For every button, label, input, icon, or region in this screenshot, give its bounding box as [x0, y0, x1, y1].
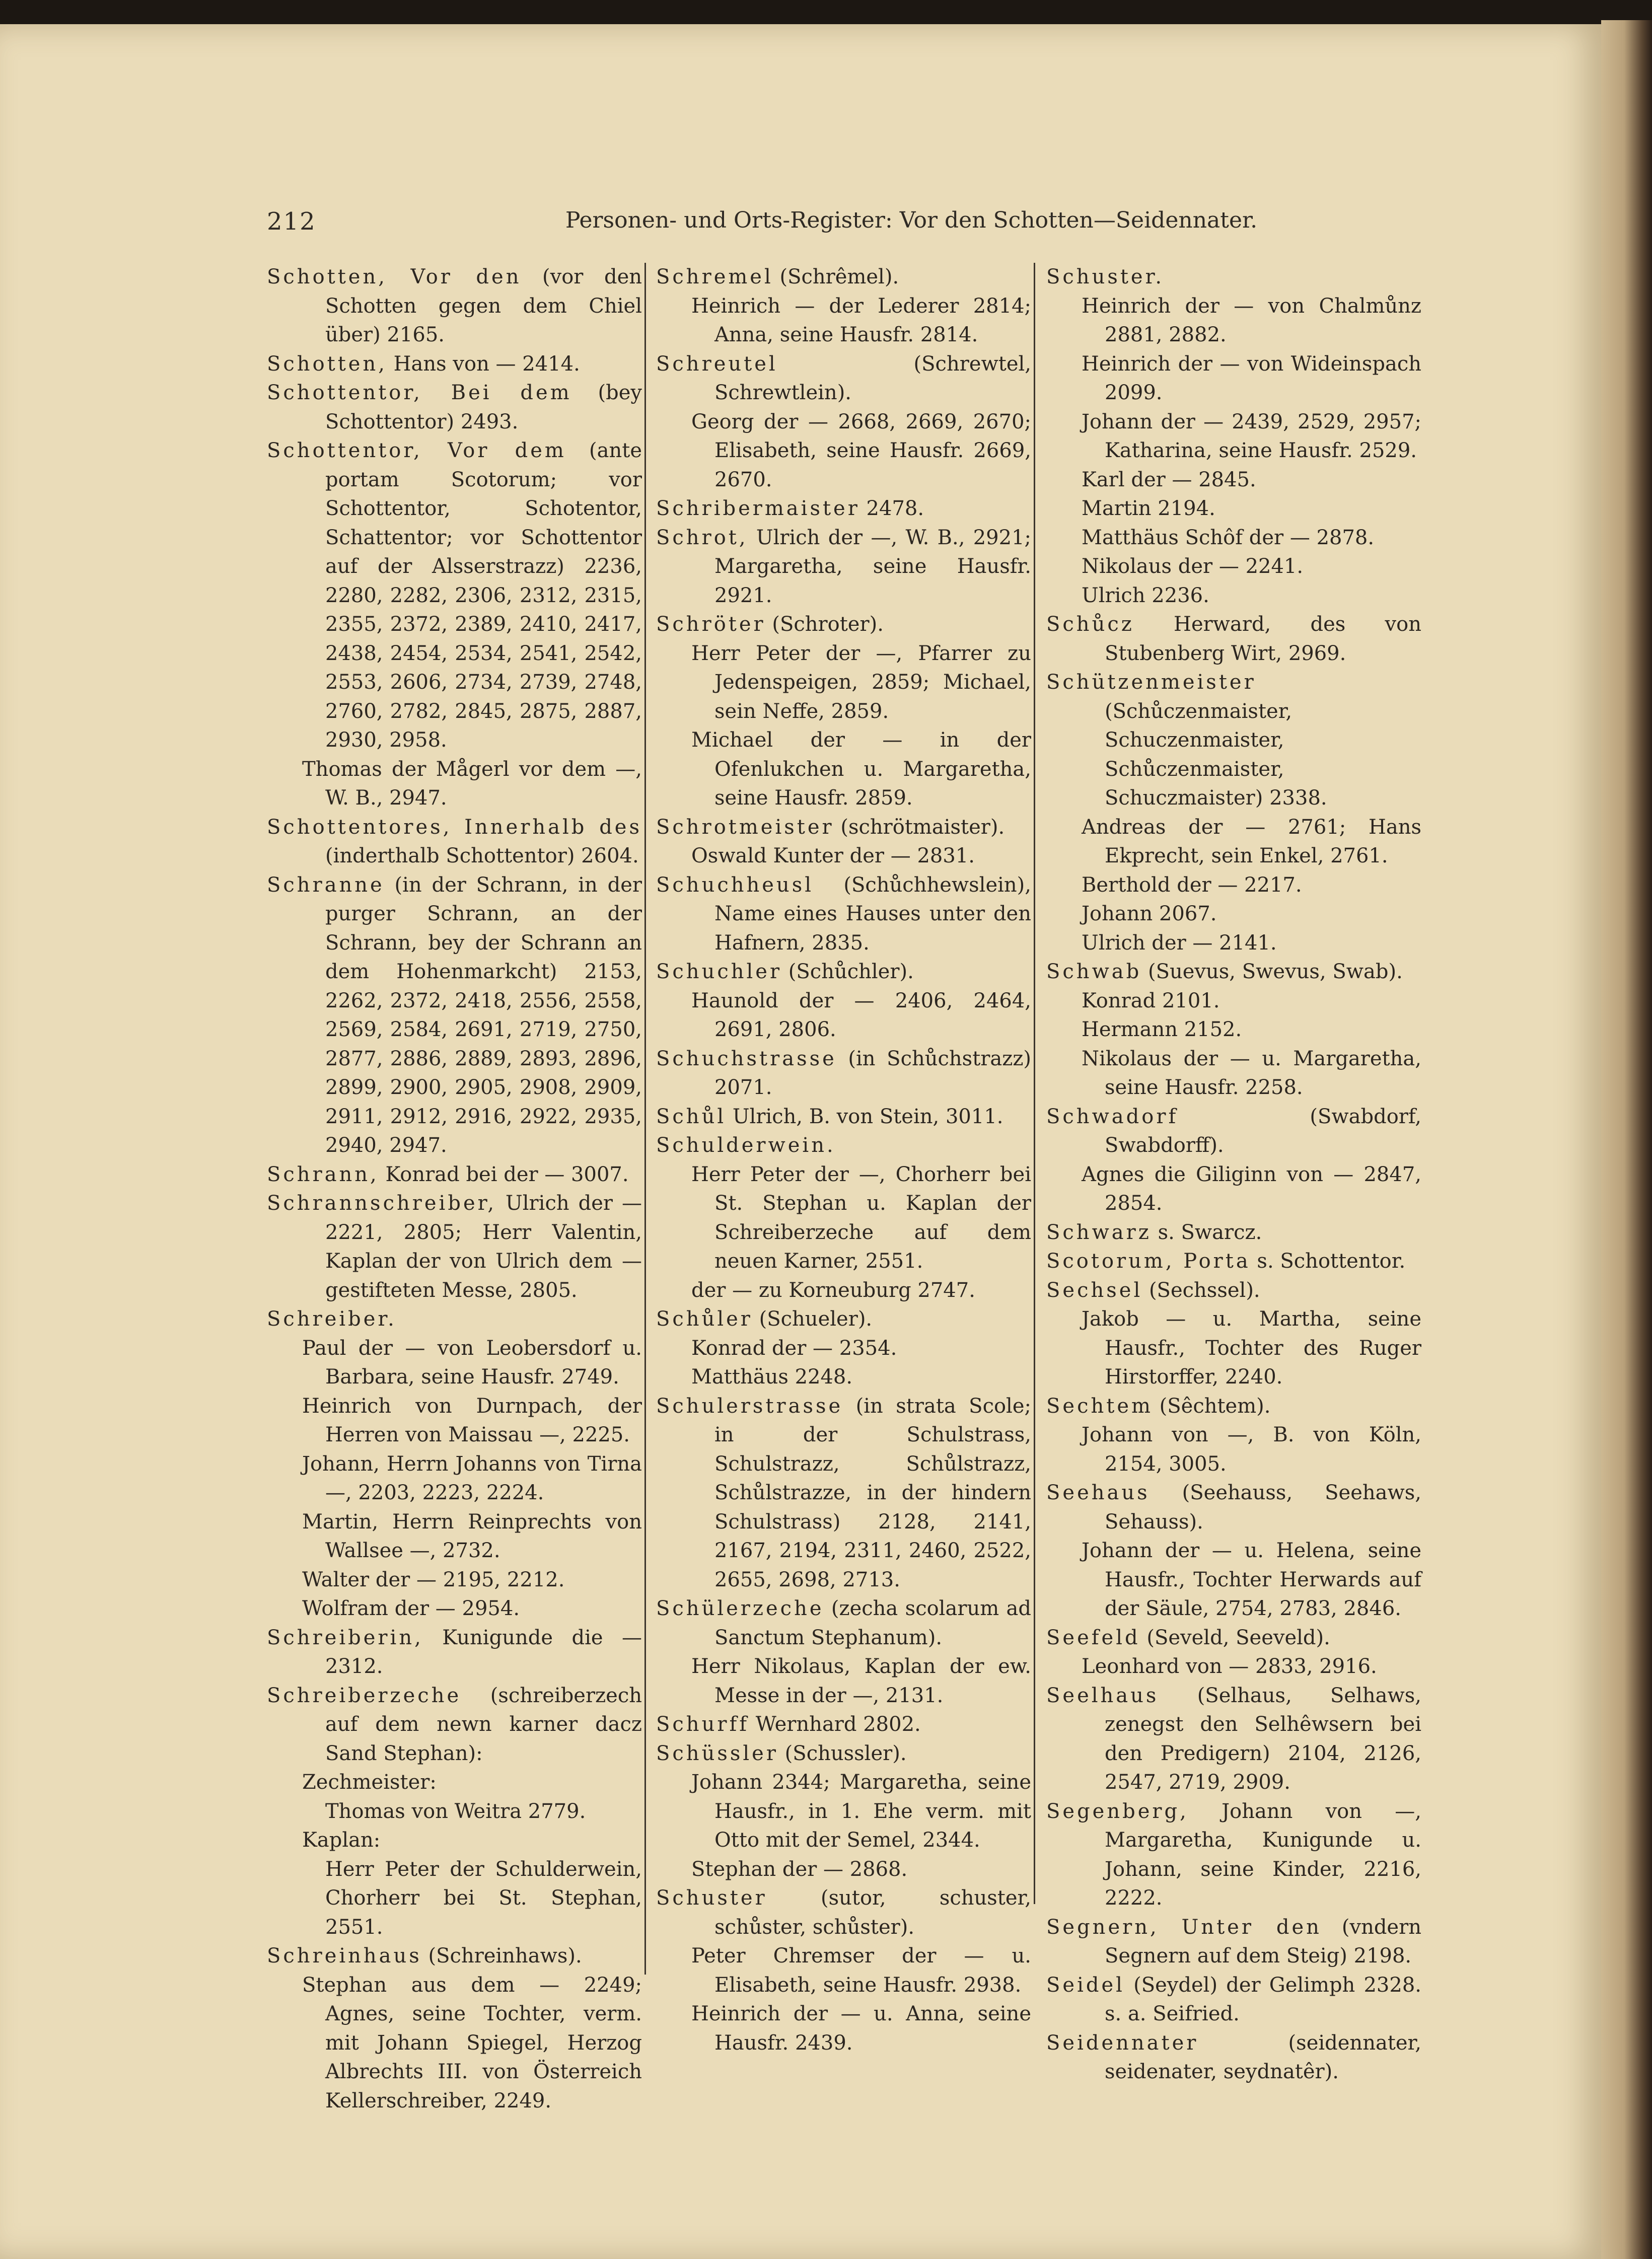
index-entry [1046, 668, 1421, 813]
index-subentry: Agnes die Giliginn von — 2847, 2854. [1082, 1162, 1421, 1215]
index-entry [1046, 1247, 1421, 1276]
index-entry [1046, 1682, 1421, 1797]
index-subentry: Herr Peter der —, Chorherr bei St. Stephan u. Kaplan der Schreiberzeche auf dem neuen Karner, 2551. [691, 1162, 1031, 1273]
entry-text: (Sêchtem). [1153, 1394, 1271, 1418]
entry-text: (Schussler). [778, 1741, 907, 1765]
entry-heading: Seefeld [1046, 1626, 1140, 1649]
index-entry [656, 1710, 1031, 1739]
index-subentry: Nikolaus der — u. Margaretha, seine Hausfr. 2258. [1082, 1047, 1421, 1099]
index-subentry: Oswald Kunter der — 2831. [691, 844, 975, 867]
entry-heading: Schwadorf [1046, 1105, 1179, 1128]
entry-heading: Schrannschreiber, [267, 1192, 497, 1215]
index-entry [656, 1392, 1031, 1595]
entry-heading: Scotorum, Porta [1046, 1250, 1251, 1273]
index-subentry: Ulrich der — 2141. [1082, 931, 1277, 955]
index-subentry: Matthäus 2248. [691, 1365, 853, 1389]
index-subentry: Konrad der — 2354. [691, 1336, 897, 1360]
index-entry [656, 1739, 1031, 1769]
index-entry [267, 1305, 642, 1334]
index-subentry: Stephan aus dem — 2249; Agnes, seine Tochter, verm. mit Johann Spiegel, Herzog Albrechts III. von Österreich Kellerschreiber, 2249. [302, 1973, 642, 2112]
index-entry [656, 1045, 1031, 1103]
index-subentry: Thomas der Mågerl vor dem —, W. B., 2947. [302, 757, 642, 810]
index-column-2 [656, 263, 1031, 2058]
index-subentry: Johann 2067. [1082, 902, 1217, 925]
index-entry [267, 436, 642, 755]
index-subentry: Zechmeister: [302, 1771, 437, 1794]
entry-text: s. Swarcz. [1151, 1220, 1262, 1244]
entry-text: (schrötmaister). [834, 815, 1005, 839]
page-edge [1601, 20, 1652, 2259]
index-entry [656, 1884, 1031, 1942]
entry-heading: Schremel [656, 265, 773, 288]
entry-heading: Schůcz [1046, 613, 1134, 636]
index-entry [267, 1160, 642, 1190]
index-subentry: Heinrich der — von Wideinspach 2099. [1082, 352, 1421, 404]
index-entry [267, 1942, 642, 1971]
entry-heading: Schröter [656, 613, 766, 636]
entry-heading: Schuster [656, 1886, 767, 1910]
entry-heading: Schottentor, Vor dem [267, 439, 566, 462]
entry-text: (Schůchhewslein), Name eines Hauses unter den Hafnern, 2835. [714, 873, 1031, 955]
index-entry [267, 379, 642, 436]
index-subentry: Thomas von Weitra 2779. [325, 1799, 586, 1823]
index-subentry: Walter der — 2195, 2212. [302, 1568, 565, 1591]
index-entry [1046, 958, 1421, 987]
index-subentry: Martin, Herrn Reinprechts von Wallsee —, 2732. [302, 1510, 642, 1562]
entry-heading: Schrot, [656, 526, 748, 549]
entry-text: Kunigunde die — 2312. [325, 1626, 642, 1678]
index-entry [267, 813, 642, 871]
entry-heading: Segenberg, [1046, 1799, 1189, 1823]
index-subentry: Georg der — 2668, 2669, 2670; Elisabeth, seine Hausfr. 2669, 2670. [691, 410, 1031, 491]
entry-text: Ulrich der —, W. B., 2921; Margaretha, seine Hausfr. 2921. [714, 526, 1031, 607]
entry-heading: Sechsel [1046, 1278, 1143, 1302]
entry-heading: Schreutel [656, 352, 778, 376]
entry-text: Konrad bei der — 3007. [379, 1162, 629, 1186]
entry-heading: Segnern, Unter den [1046, 1915, 1322, 1939]
index-subentry: Johann der — u. Helena, seine Hausfr., Tochter Herwards auf der Säule, 2754, 2783, 2846. [1082, 1539, 1421, 1620]
index-subentry: Haunold der — 2406, 2464, 2691, 2806. [691, 989, 1031, 1041]
entry-text: (Schrêmel). [773, 265, 899, 288]
index-subentry: Wolfram der — 2954. [302, 1597, 520, 1620]
index-entry [656, 524, 1031, 611]
index-entry [1046, 263, 1421, 292]
entry-text: (ante portam Scotorum; vor Schottentor, Schotentor, Schattentor; vor Schottentor auf der Alsserstrazz) 2236, 2280, 2282, 2306, 2312, 2315, 2355, 2372, 2389, 2410, 2417, 2438, 2454, 2534, 2541, 2542, 2553, 2606, 2734, 2739, 2748, 2760, 2782, 2845, 2875, 2887, 2930, 2958. [325, 439, 642, 752]
index-entry [1046, 1479, 1421, 1537]
entry-heading: Seidennater [1046, 2031, 1199, 2055]
entry-heading: Schreiberzeche [267, 1684, 462, 1707]
index-subentry: Paul der — von Leobersdorf u. Barbara, seine Hausfr. 2749. [302, 1336, 642, 1389]
index-subentry: Johann, Herrn Johanns von Tirna —, 2203, 2223, 2224. [302, 1452, 642, 1504]
entry-heading: Schwarz [1046, 1220, 1152, 1244]
entry-text: (inderthalb Schottentor) 2604. [325, 844, 639, 867]
entry-text: (sutor, schuster, schůster, schůster). [714, 1886, 1031, 1939]
index-entry [656, 1305, 1031, 1334]
entry-text: (Seveld, Seeveld). [1140, 1626, 1330, 1649]
entry-heading: Schüssler [656, 1741, 778, 1765]
entry-text: Johann von —, Margaretha, Kunigunde u. Johann, seine Kinder, 2216, 2222. [1105, 1799, 1421, 1910]
entry-heading: Schůl [656, 1105, 727, 1128]
index-subentry: Johann der — 2439, 2529, 2957; Katharina, seine Hausfr. 2529. [1082, 410, 1421, 462]
entry-heading: Schůler [656, 1307, 753, 1331]
index-subentry: Andreas der — 2761; Hans Ekprecht, sein Enkel, 2761. [1082, 815, 1421, 867]
running-head: Personen- und Orts-Register: Vor den Schotten—Seidennater. [565, 207, 1258, 233]
index-entry [267, 871, 642, 1160]
index-subentry: Leonhard von — 2833, 2916. [1082, 1655, 1377, 1678]
index-subentry: Heinrich von Durnpach, der Herren von Maissau —, 2225. [302, 1394, 642, 1446]
entry-text: 2478. [859, 497, 924, 520]
entry-text: (vndern Segnern auf dem Steig) 2198. [1105, 1915, 1421, 1967]
entry-text: (Sechssel). [1142, 1278, 1260, 1302]
entry-text: (in der Schrann, in der purger Schrann, an der Schrann, bey der Schrann an dem Hohenmarkcht) 2153, 2262, 2372, 2418, 2556, 2558, 2569, 2584, 2691, 2719, 2750, 2877, 2886, 2889, 2893, 2896, 2899, 2900, 2905, 2908, 2909, 2911, 2912, 2916, 2922, 2935, 2940, 2947. [325, 873, 642, 1157]
index-subentry: Heinrich der — von Chalmůnz 2881, 2882. [1082, 294, 1421, 346]
page-header [267, 207, 1556, 243]
index-entry [656, 494, 1031, 524]
entry-text: (schreiberzech auf dem newn karner dacz Sand Stephan): [325, 1684, 642, 1765]
index-entry [267, 350, 642, 379]
entry-text: Wernhard 2802. [749, 1713, 921, 1736]
entry-heading: Seidel [1046, 1973, 1125, 1997]
index-subentry: Jakob — u. Martha, seine Hausfr., Tochter des Ruger Hirstorffer, 2240. [1082, 1307, 1421, 1389]
entry-heading: Seehaus [1046, 1481, 1150, 1504]
index-subentry: Nikolaus der — 2241. [1082, 555, 1304, 578]
entry-text: (Selhaus, Selhaws, zenegst den Selhêwsern bei den Predigern) 2104, 2126, 2547, 2719, 2909. [1105, 1684, 1421, 1794]
index-entry [267, 263, 642, 350]
entry-heading: Schreinhaus [267, 1944, 422, 1967]
column-rule [1034, 263, 1035, 1904]
index-entry [267, 1682, 642, 1769]
entry-heading: Sechtem [1046, 1394, 1153, 1418]
index-subentry: Johann 2344; Margaretha, seine Hausfr., in 1. Ehe verm. mit Otto mit der Semel, 2344. [691, 1771, 1031, 1852]
entry-text: Ulrich der — 2221, 2805; Herr Valentin, Kaplan der von Ulrich dem — gestifteten Messe, 2805. [325, 1192, 642, 1302]
index-subentry: Martin 2194. [1082, 497, 1215, 520]
index-subentry: Herr Nikolaus, Kaplan der ew. Messe in der —, 2131. [691, 1655, 1031, 1707]
entry-text: (in Schůchstrazz) 2071. [714, 1047, 1031, 1099]
entry-text: (Suevus, Swevus, Swab). [1141, 960, 1403, 983]
index-subentry: Berthold der — 2217. [1082, 873, 1302, 897]
entry-heading: Schreiber. [267, 1307, 397, 1331]
index-entry [267, 1624, 642, 1682]
entry-text: s. Schottentor. [1250, 1250, 1406, 1273]
entry-text: (seidennater, seidenater, seydnatêr). [1105, 2031, 1421, 2083]
index-entry [656, 813, 1031, 842]
index-entry [1046, 1392, 1421, 1421]
entry-heading: Schranne [267, 873, 385, 897]
index-entry [656, 350, 1031, 408]
index-subentry: Karl der — 2845. [1082, 468, 1256, 491]
entry-text: (Schůczenmaister, Schuczenmaister, Schůczenmaister, Schuczmaister) 2338. [1105, 699, 1327, 810]
index-subentry: Stephan der — 2868. [691, 1857, 908, 1881]
index-entry [1046, 1971, 1421, 2029]
index-column-3 [1046, 263, 1421, 2087]
index-column-1 [267, 263, 642, 2116]
entry-text: (in strata Scole; in der Schulstrass, Schulstrazz, Schůlstrazz, Schůlstrazze, in der hindern Schulstrass) 2128, 2141, 2167, 2194, 2311, 2460, 2522, 2655, 2698, 2713. [714, 1394, 1031, 1591]
index-subentry: Johann von —, B. von Köln, 2154, 3005. [1082, 1423, 1421, 1476]
entry-heading: Schribermaister [656, 497, 860, 520]
entry-text: Hans von — 2414. [387, 352, 580, 376]
column-rule [644, 263, 646, 1975]
entry-heading: Schottentores, Innerhalb des [267, 815, 642, 839]
entry-text: (Seehauss, Seehaws, Sehauss). [1105, 1481, 1421, 1534]
index-entry [656, 1131, 1031, 1160]
entry-text: (Swabdorf, Swabdorff). [1105, 1105, 1421, 1157]
entry-text: (bey Schottentor) 2493. [325, 381, 642, 433]
entry-heading: Schuchstrasse [656, 1047, 837, 1070]
index-subentry: Hermann 2152. [1082, 1018, 1242, 1041]
entry-heading: Seelhaus [1046, 1684, 1159, 1707]
entry-heading: Schwab [1046, 960, 1142, 983]
entry-heading: Schuchler [656, 960, 782, 983]
index-entry [1046, 1276, 1421, 1305]
entry-heading: Schrotmeister [656, 815, 834, 839]
index-entry [656, 610, 1031, 639]
index-entry [1046, 610, 1421, 668]
index-entry [656, 871, 1031, 958]
entry-heading: Schrann, [267, 1162, 379, 1186]
entry-text: (zecha scolarum ad Sanctum Stephanum). [714, 1597, 1031, 1649]
index-subentry: Konrad 2101. [1082, 989, 1220, 1012]
index-subentry: Matthäus Schôf der — 2878. [1082, 526, 1375, 549]
index-subentry: der — zu Korneuburg 2747. [691, 1278, 975, 1302]
index-entry [267, 1189, 642, 1305]
index-subentry: Ulrich 2236. [1082, 584, 1209, 607]
index-entry [656, 1594, 1031, 1652]
index-entry [1046, 1797, 1421, 1913]
entry-heading: Schreiberin, [267, 1626, 423, 1649]
index-subentry: Heinrich — der Lederer 2814; Anna, seine Hausfr. 2814. [691, 294, 1031, 346]
index-entry [656, 263, 1031, 292]
entry-text: Herward, des von Stubenberg Wirt, 2969. [1105, 613, 1421, 665]
entry-heading: Schülerzeche [656, 1597, 824, 1620]
entry-text: (Schrewtel, Schrewtlein). [714, 352, 1031, 404]
index-entry [1046, 1624, 1421, 1653]
entry-heading: Schuchheusl [656, 873, 814, 897]
entry-heading: Schotten, [267, 352, 387, 376]
entry-text: (Schroter). [765, 613, 884, 636]
entry-heading: Schulderwein. [656, 1134, 836, 1157]
entry-text: (Schůchler). [782, 960, 914, 983]
index-entry [1046, 1103, 1421, 1160]
index-subentry: Peter Chremser der — u. Elisabeth, seine Hausfr. 2938. [691, 1944, 1031, 1997]
index-entry [1046, 1218, 1421, 1248]
entry-text: Ulrich, B. von Stein, 3011. [726, 1105, 1003, 1128]
index-subentry: Heinrich der — u. Anna, seine Hausfr. 2439. [691, 2002, 1031, 2055]
entry-text: (vor den Schotten gegen dem Chiel über) 2165. [325, 265, 642, 346]
index-entry [656, 958, 1031, 987]
entry-text: (Schueler). [752, 1307, 873, 1331]
index-subentry: Michael der — in der Ofenlukchen u. Margaretha, seine Hausfr. 2859. [691, 728, 1031, 810]
entry-heading: Schotten, Vor den [267, 265, 522, 288]
entry-heading: Schützenmeister [1046, 671, 1256, 694]
entry-heading: Schuster. [1046, 265, 1165, 288]
index-entry [656, 1103, 1031, 1132]
entry-heading: Schulerstrasse [656, 1394, 843, 1418]
index-subentry: Herr Peter der —, Pfarrer zu Jedenspeigen, 2859; Michael, sein Neffe, 2859. [691, 641, 1031, 723]
index-entry [1046, 2029, 1421, 2087]
entry-heading: Schottentor, Bei dem [267, 381, 572, 404]
index-subentry: Kaplan: [302, 1829, 381, 1852]
entry-text: (Seydel) der Gelimph 2328. s. a. Seifried. [1105, 1973, 1421, 2025]
entry-text: (Schreinhaws). [421, 1944, 582, 1967]
index-entry [1046, 1913, 1421, 1971]
entry-heading: Schurff [656, 1713, 750, 1736]
index-subentry: Herr Peter der Schulderwein, Chorherr bei St. Stephan, 2551. [325, 1857, 642, 1939]
page-number: 212 [267, 207, 316, 236]
